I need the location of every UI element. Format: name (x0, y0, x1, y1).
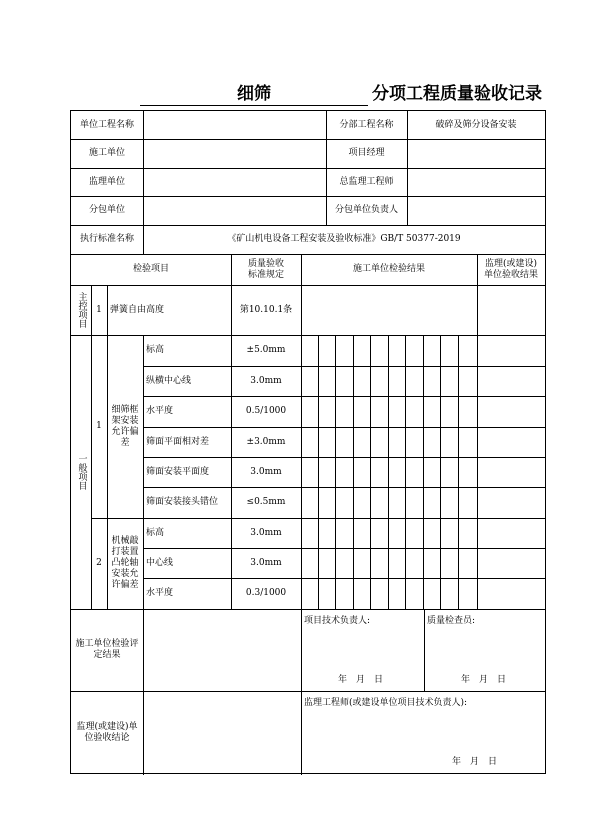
title-blank: 细筛 (140, 84, 368, 106)
col-supervisor-header (477, 254, 545, 285)
unit-project-label: 单位工程名称 (79, 119, 134, 130)
general-sub2-no: 2 (96, 558, 102, 568)
general-sub1-row5-name: 筛面安装平面度 (146, 466, 210, 477)
supervision-conclusion-label: 监理(或建设)单位验收结论 (76, 722, 138, 743)
general-sub1-row1-standard: ±5.0mm (246, 345, 286, 355)
supervision-unit-label: 监理单位 (88, 176, 125, 187)
col-supervisor-header-line2: 单位验收结果 (483, 269, 538, 280)
standard-label: 执行标准名称 (79, 234, 134, 244)
main-control-supervisor-result[interactable] (477, 285, 545, 335)
general-sub2-row1-name: 标高 (146, 527, 165, 538)
form-title (140, 84, 550, 108)
chief-supervisor-label: 总监理工程师 (339, 176, 394, 187)
general-group-label: 一般项目 (76, 454, 87, 490)
main-control-standard: 第10.10.1条 (239, 304, 293, 315)
main-control-item: 弹簧自由高度 (110, 304, 165, 315)
col-item-header: 检验项目 (132, 264, 169, 274)
general-sub2-row3-name: 水平度 (146, 588, 174, 598)
date-tech-lead: 年 月 日 (338, 675, 384, 685)
supervision-conclusion-field[interactable] (143, 691, 301, 775)
subcontract-unit-label: 分包单位 (88, 205, 125, 215)
subcontract-unit-field[interactable] (143, 196, 326, 225)
general-sub1-row1-name: 标高 (146, 345, 165, 355)
general-sub1-no: 1 (96, 421, 102, 431)
date-quality-inspector: 年 月 日 (461, 675, 507, 685)
construction-unit-label: 施工单位 (88, 148, 125, 158)
general-sub1-row5-standard: 3.0mm (250, 466, 282, 477)
general-sub1-row3-name: 水平度 (146, 406, 174, 416)
col-standard-header-line2: 标准规定 (247, 269, 284, 280)
general-sub2-row1-standard: 3.0mm (250, 527, 282, 538)
main-control-group-label: 主控项目 (76, 292, 87, 328)
general-sub1-row6-standard: ≤0.5mm (246, 497, 286, 507)
standard-value: 《矿山机电设备工程安装及验收标准》GB/T 50377-2019 (227, 234, 461, 244)
supervision-unit-field[interactable] (143, 168, 326, 196)
general-sub1-row2-name: 纵横中心线 (146, 375, 192, 386)
project-manager-label: 项目经理 (348, 148, 385, 158)
project-manager-field[interactable] (407, 139, 545, 168)
title-text: 分项工程质量验收记录 (372, 84, 542, 104)
date-supervisor: 年 月 日 (452, 757, 498, 767)
general-sub2-row2-standard: 3.0mm (250, 557, 282, 568)
tech-lead-label: 项目技术负责人: (304, 616, 371, 626)
sub-project-label: 分部工程名称 (339, 119, 394, 130)
col-result-header: 施工单位检验结果 (352, 264, 425, 274)
subcontract-lead-label: 分包单位负责人 (334, 205, 398, 215)
col-supervisor-header-line1: 监理(或建设) (484, 258, 538, 269)
quality-inspector-label: 质量检查员: (427, 616, 476, 626)
general-sub2-label: 机械敲打装置凸轮轴安装允许偏差 (111, 536, 139, 590)
inspection-sheet (70, 110, 546, 774)
supervisor-engineer-label: 监理工程师(或建设单位项目技术负责人): (304, 698, 468, 708)
general-sub1-row4-name: 筛面平面相对差 (146, 436, 210, 447)
general-sub1-row6-name: 筛面安装接头错位 (146, 497, 219, 507)
general-sub1-label: 细筛框架安装允许偏差 (111, 404, 139, 448)
general-sub1-row4-standard: ±3.0mm (246, 436, 286, 447)
chief-supervisor-field[interactable] (407, 168, 545, 196)
general-sub1-row3-standard: 0.5/1000 (245, 406, 287, 416)
col-standard-header (231, 254, 301, 285)
construction-eval-label: 施工单位检验评定结果 (75, 639, 139, 660)
construction-unit-field[interactable] (143, 139, 326, 168)
sub-project-field[interactable]: 破碎及筛分设备安装 (435, 119, 517, 130)
col-standard-header-line1: 质量验收 (247, 258, 284, 269)
unit-project-field[interactable] (143, 111, 326, 139)
main-control-no: 1 (96, 304, 102, 315)
general-sub2-row2-name: 中心线 (146, 557, 174, 568)
main-control-result[interactable] (301, 285, 477, 335)
construction-eval-field[interactable] (143, 609, 301, 691)
general-sub1-row2-standard: 3.0mm (250, 375, 282, 386)
subcontract-lead-field[interactable] (407, 196, 545, 225)
general-sub2-row3-standard: 0.3/1000 (245, 588, 287, 598)
